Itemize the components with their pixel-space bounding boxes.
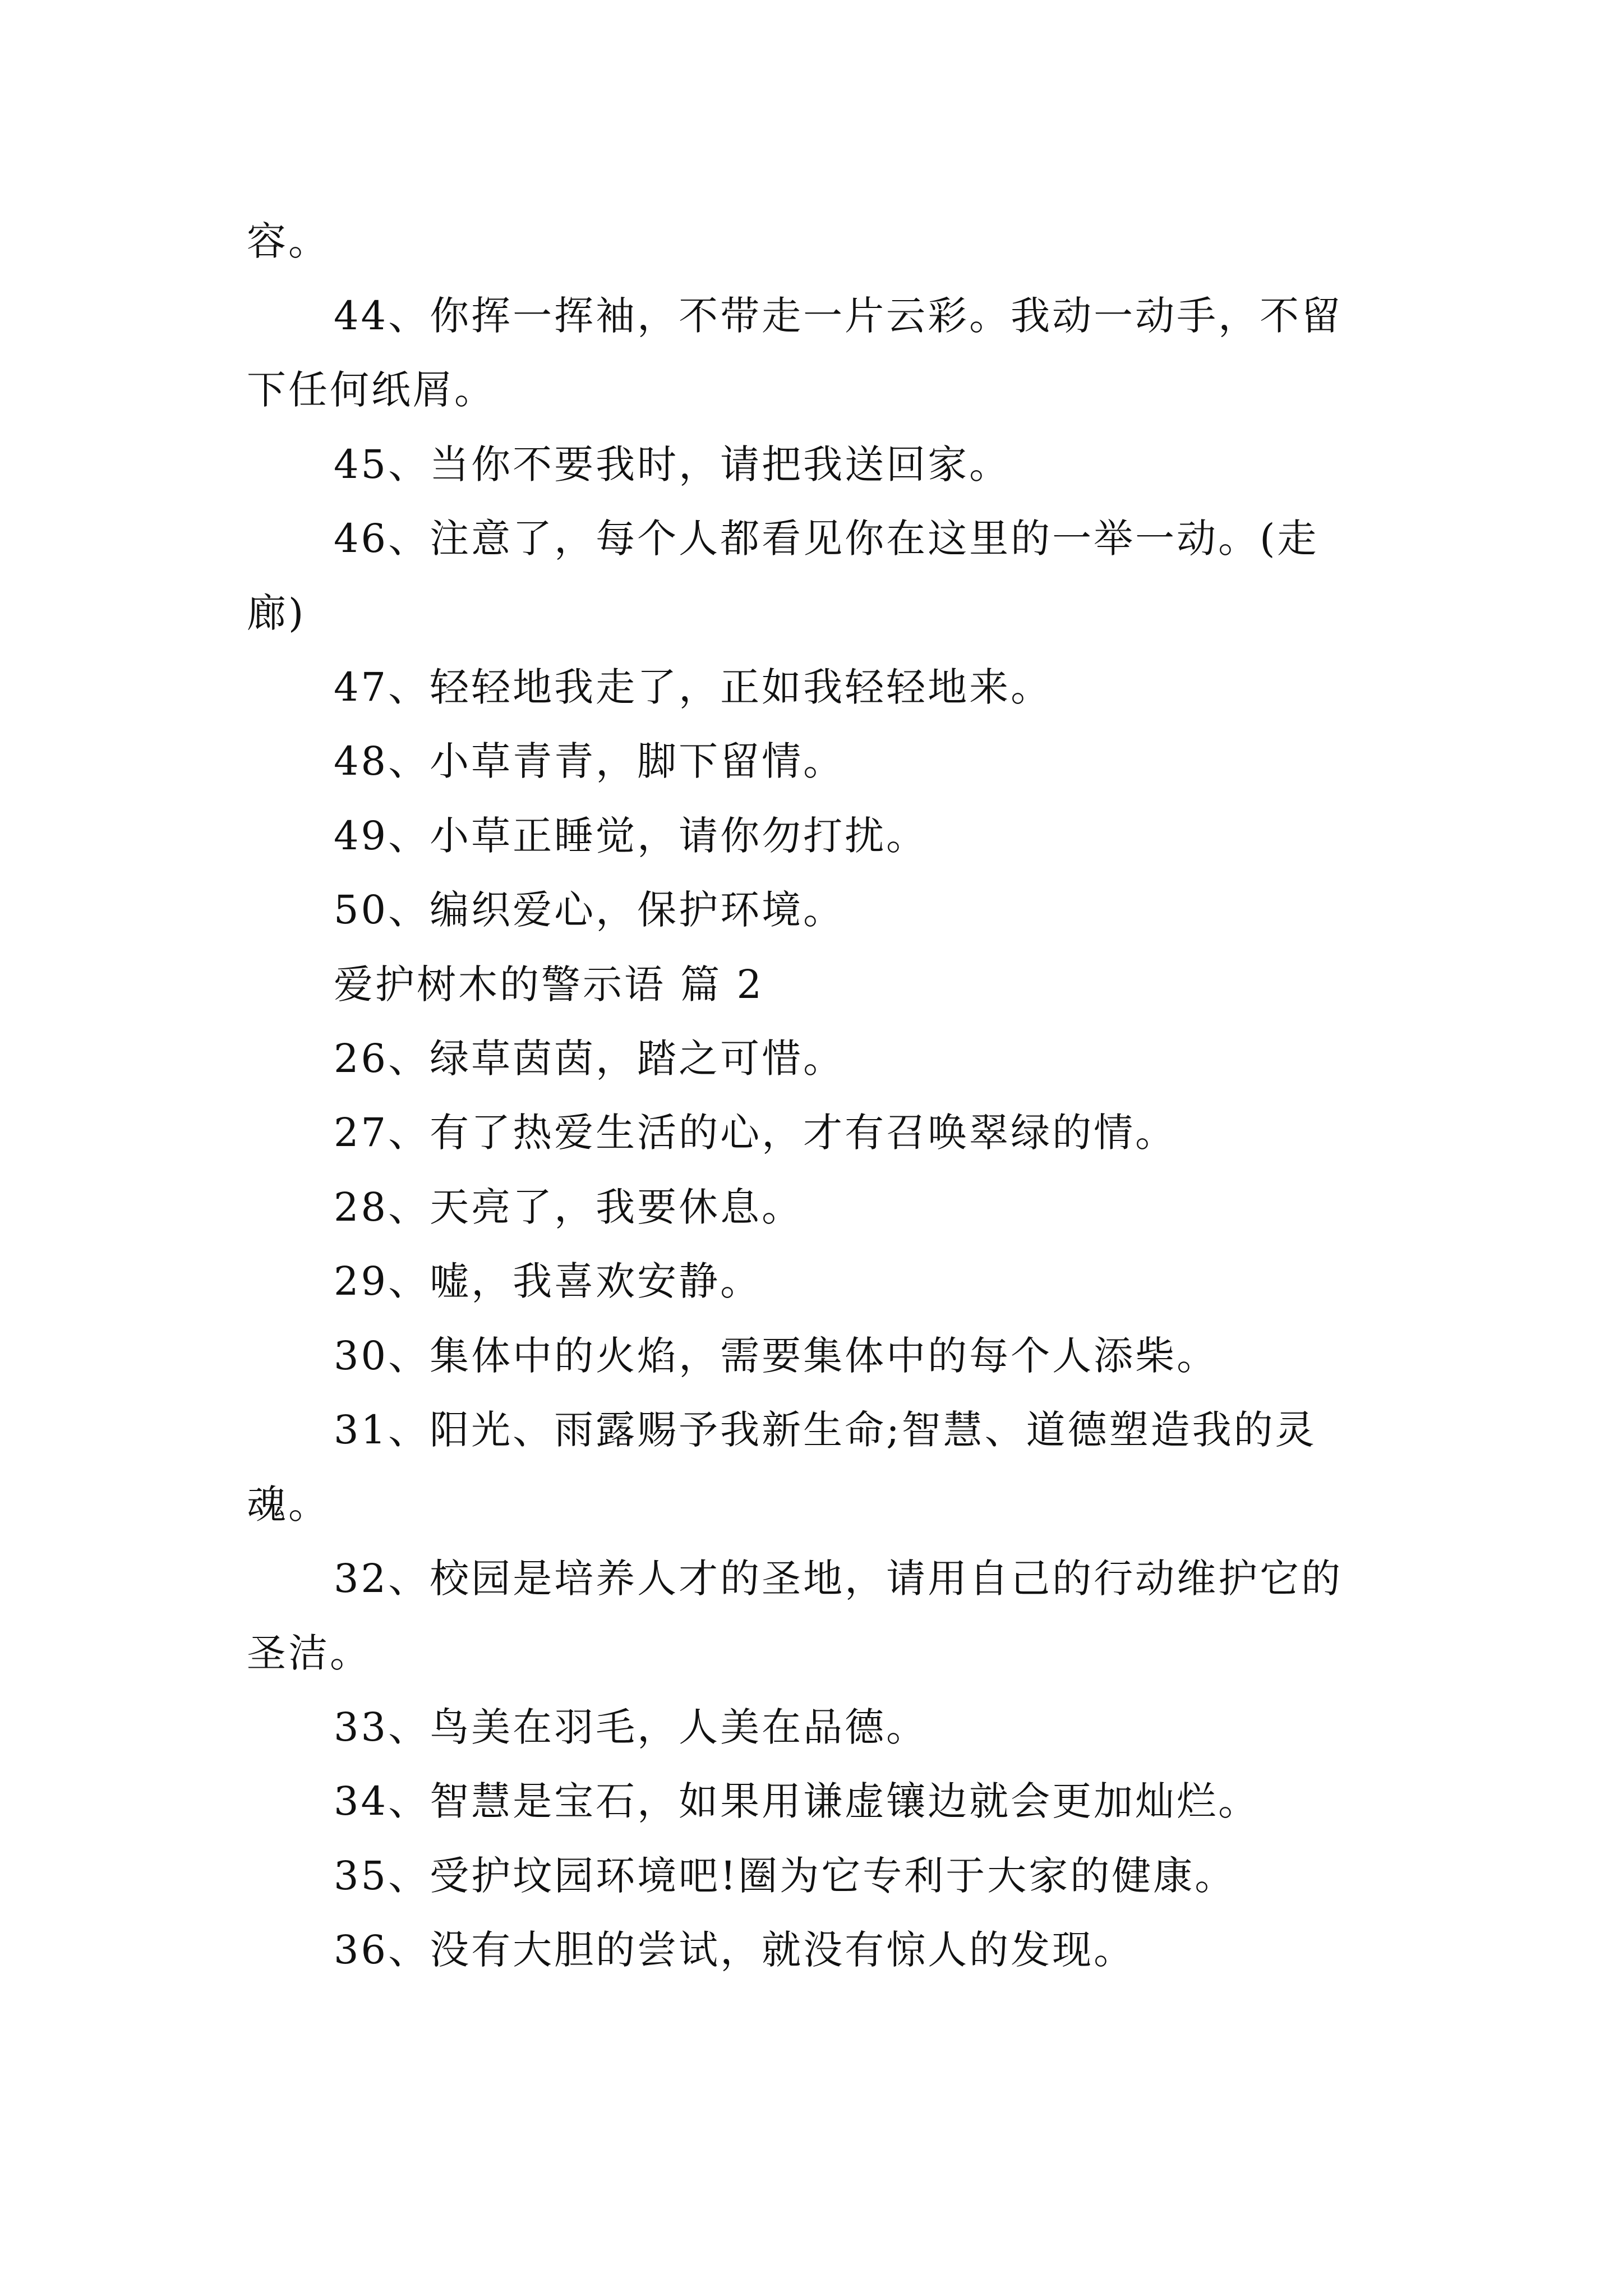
text-line: 50、编织爱心，保护环境。 [334,887,845,933]
text-line: 26、绿草茵茵，踏之可惜。 [334,1036,845,1082]
text-line: 32、校园是培养人才的圣地，请用自己的行动维护它的 [334,1556,1343,1602]
text-line: 廊) [247,590,306,636]
text-line: 35、受护坟园环境吧!圈为它专利于大家的健康。 [334,1853,1237,1899]
text-line: 47、轻轻地我走了，正如我轻轻地来。 [334,664,1053,710]
text-line: 容。 [247,218,330,264]
section-heading: 爱护树木的警示语 篇 2 [334,961,764,1007]
text-line: 28、天亮了，我要休息。 [334,1184,804,1230]
text-line: 29、嘘，我喜欢安静。 [334,1258,762,1304]
text-line: 33、鸟美在羽毛，人美在品德。 [334,1704,928,1750]
text-line: 魂。 [247,1481,330,1527]
text-line: 31、阳光、雨露赐予我新生命;智慧、道德塑造我的灵 [334,1407,1317,1453]
text-line: 45、当你不要我时，请把我送回家。 [334,441,1011,487]
text-line: 27、有了热爱生活的心，才有召唤翠绿的情。 [334,1110,1177,1156]
text-line: 44、你挥一挥袖，不带走一片云彩。我动一动手，不留 [334,293,1343,339]
text-line: 下任何纸屑。 [247,367,496,413]
text-line: 34、智慧是宝石，如果用谦虚镶边就会更加灿烂。 [334,1778,1260,1824]
text-line: 46、注意了，每个人都看见你在这里的一举一动。(走 [334,516,1319,562]
text-line: 圣洁。 [247,1630,371,1676]
text-line: 30、集体中的火焰，需要集体中的每个人添柴。 [334,1333,1219,1379]
text-line: 49、小草正睡觉，请你勿打扰。 [334,813,928,859]
text-line: 36、没有大胆的尝试，就没有惊人的发现。 [334,1927,1136,1973]
text-line: 48、小草青青，脚下留情。 [334,738,845,784]
